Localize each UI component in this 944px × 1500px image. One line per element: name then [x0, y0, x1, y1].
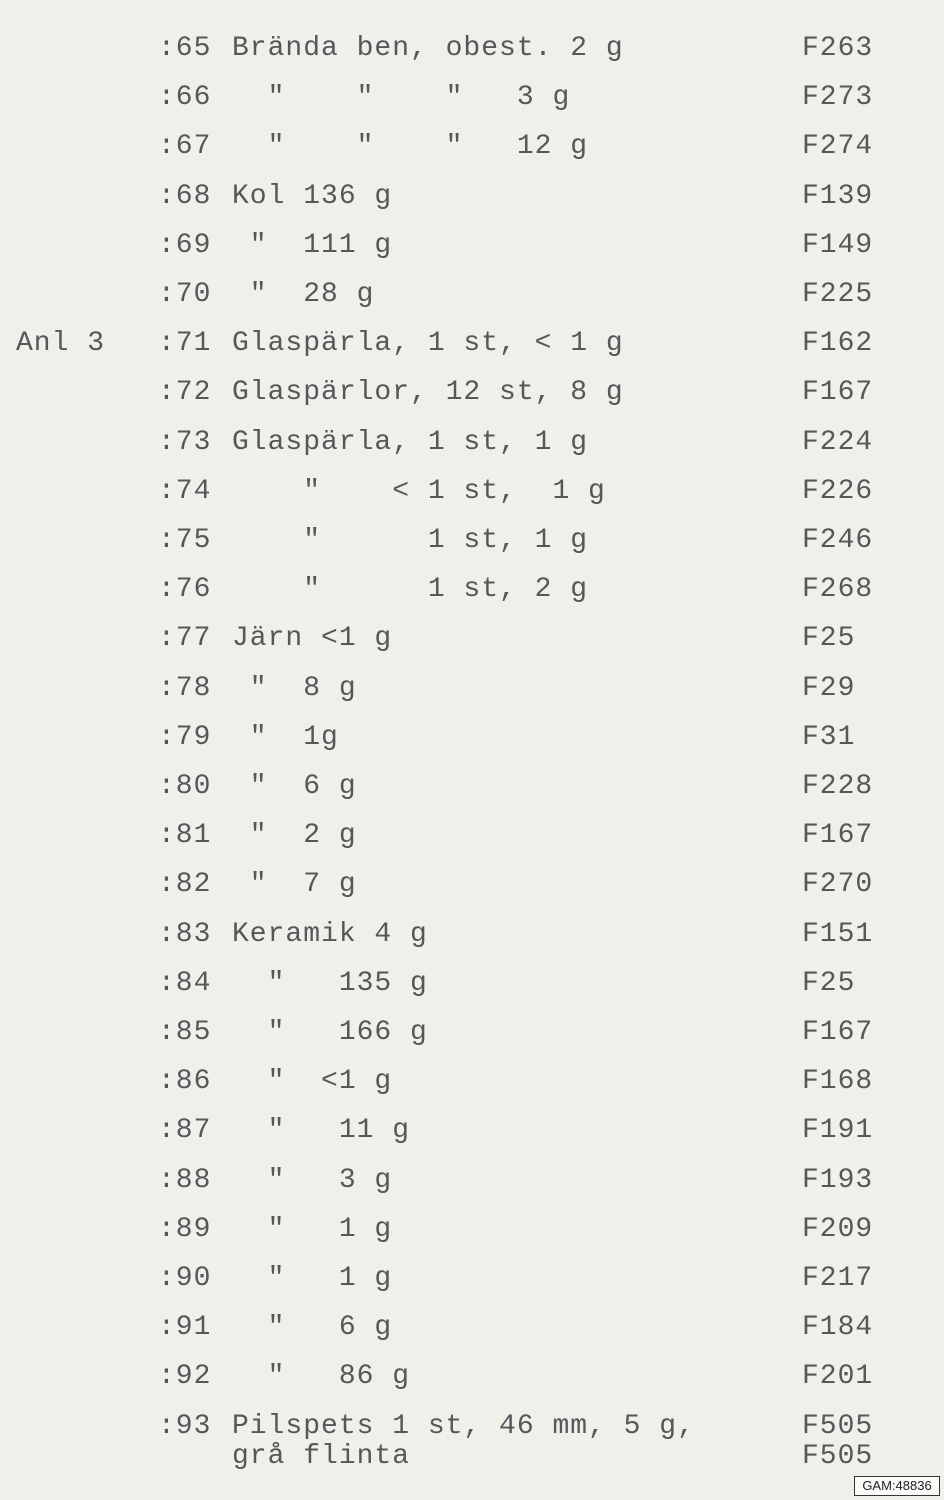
- row-desc: " 8 g: [232, 672, 357, 704]
- row-desc: Kol 136 g: [232, 180, 393, 212]
- catalog-row: [0, 426, 944, 466]
- continuation-desc: grå flinta: [232, 1440, 411, 1472]
- row-desc: " 6 g: [232, 1312, 393, 1344]
- row-desc: " 1 g: [232, 1263, 393, 1294]
- row-desc: " 135 g: [232, 967, 428, 999]
- continuation-ref: F505: [802, 1440, 874, 1472]
- row-ref: F31: [802, 721, 856, 753]
- row-num: :82: [158, 869, 212, 901]
- row-ref: F139: [802, 180, 874, 212]
- row-ref: F29: [802, 672, 856, 704]
- catalog-row: [0, 130, 944, 170]
- row-desc: " 1 g: [232, 1213, 393, 1245]
- row-ref: F224: [802, 426, 874, 458]
- row-desc: Keramik 4 g: [232, 918, 428, 950]
- row-num: :70: [158, 279, 212, 310]
- row-desc: " 3 g: [232, 1164, 393, 1196]
- catalog-row: [0, 1262, 944, 1302]
- row-num: :92: [158, 1361, 212, 1393]
- catalog-row: [0, 1114, 944, 1154]
- row-num: :74: [158, 475, 212, 507]
- catalog-row: [0, 524, 944, 564]
- row-desc: Brända ben, obest. 2 g: [232, 33, 624, 64]
- catalog-row: [0, 81, 944, 121]
- row-desc: Pilspets 1 st, 46 mm, 5 g,: [232, 1410, 695, 1442]
- row-ref: F226: [802, 475, 874, 507]
- row-annot: Anl 3: [16, 328, 106, 360]
- row-ref: F228: [802, 771, 874, 802]
- row-num: :85: [158, 1017, 212, 1048]
- catalog-row: [0, 278, 944, 318]
- row-desc: " " " 12 g: [232, 131, 589, 163]
- row-num: :91: [158, 1312, 212, 1344]
- row-ref: F274: [802, 131, 874, 163]
- row-desc: " 1g: [232, 721, 339, 753]
- row-desc: " 6 g: [232, 771, 357, 802]
- row-ref: F184: [802, 1312, 874, 1344]
- row-ref: F246: [802, 525, 874, 556]
- catalog-row: [0, 1065, 944, 1105]
- row-ref: F167: [802, 1017, 874, 1048]
- row-desc: " < 1 st, 1 g: [232, 475, 606, 507]
- row-num: :86: [158, 1066, 212, 1098]
- row-ref: F263: [802, 33, 874, 64]
- row-desc: " 111 g: [232, 229, 393, 261]
- row-desc: " 166 g: [232, 1017, 428, 1048]
- row-num: :87: [158, 1115, 212, 1147]
- catalog-row: [0, 819, 944, 859]
- row-num: :76: [158, 574, 212, 606]
- row-ref: F209: [802, 1213, 874, 1245]
- row-ref: F201: [802, 1361, 874, 1393]
- row-num: :80: [158, 771, 212, 802]
- row-desc: " 28 g: [232, 279, 375, 310]
- catalog-row: [0, 1360, 944, 1400]
- catalog-row: [0, 376, 944, 416]
- row-ref: F191: [802, 1115, 874, 1147]
- row-num: :68: [158, 180, 212, 212]
- row-desc: Glaspärla, 1 st, < 1 g: [232, 328, 624, 360]
- row-desc: " 86 g: [232, 1361, 411, 1393]
- row-num: :71: [158, 328, 212, 360]
- row-num: :73: [158, 426, 212, 458]
- catalog-row: [0, 967, 944, 1007]
- row-num: :79: [158, 721, 212, 753]
- catalog-row: [0, 573, 944, 613]
- archive-stamp: GAM:48836: [854, 1476, 940, 1496]
- catalog-row: [0, 180, 944, 220]
- catalog-row: [0, 868, 944, 908]
- catalog-row: [0, 770, 944, 810]
- row-desc: " 7 g: [232, 869, 357, 901]
- row-num: :84: [158, 967, 212, 999]
- row-num: :67: [158, 131, 212, 163]
- row-desc: " 1 st, 2 g: [232, 574, 589, 606]
- catalog-row: [0, 327, 944, 367]
- catalog-row: [0, 622, 944, 662]
- row-ref: F151: [802, 918, 874, 950]
- row-ref: F149: [802, 229, 874, 261]
- catalog-row: [0, 475, 944, 515]
- row-ref: F162: [802, 328, 874, 360]
- row-num: :83: [158, 918, 212, 950]
- row-ref: F167: [802, 820, 874, 852]
- row-ref: F505: [802, 1410, 874, 1442]
- row-desc: " 11 g: [232, 1115, 411, 1147]
- row-desc: Glaspärlor, 12 st, 8 g: [232, 377, 624, 409]
- row-ref: F167: [802, 377, 874, 409]
- catalog-row: [0, 229, 944, 269]
- row-desc: Järn <1 g: [232, 623, 393, 655]
- row-ref: F225: [802, 279, 874, 310]
- row-num: :90: [158, 1263, 212, 1294]
- catalog-row-continuation: [0, 1440, 944, 1480]
- row-num: :93: [158, 1410, 212, 1442]
- row-ref: F273: [802, 82, 874, 114]
- catalog-row: [0, 1311, 944, 1351]
- row-num: :81: [158, 820, 212, 852]
- row-desc: Glaspärla, 1 st, 1 g: [232, 426, 589, 458]
- row-num: :77: [158, 623, 212, 655]
- row-ref: F193: [802, 1164, 874, 1196]
- row-desc: " 1 st, 1 g: [232, 525, 589, 556]
- row-ref: F168: [802, 1066, 874, 1098]
- catalog-row: [0, 672, 944, 712]
- row-num: :72: [158, 377, 212, 409]
- row-desc: " <1 g: [232, 1066, 393, 1098]
- row-num: :89: [158, 1213, 212, 1245]
- row-ref: F268: [802, 574, 874, 606]
- catalog-row: [0, 32, 944, 72]
- row-desc: " 2 g: [232, 820, 357, 852]
- row-ref: F217: [802, 1263, 874, 1294]
- row-ref: F25: [802, 623, 856, 655]
- row-num: :69: [158, 229, 212, 261]
- row-num: :78: [158, 672, 212, 704]
- catalog-row: [0, 1016, 944, 1056]
- row-ref: F25: [802, 967, 856, 999]
- catalog-row: [0, 1213, 944, 1253]
- row-num: :75: [158, 525, 212, 556]
- catalog-row: [0, 721, 944, 761]
- row-num: :65: [158, 33, 212, 64]
- row-desc: " " " 3 g: [232, 82, 571, 114]
- row-num: :66: [158, 82, 212, 114]
- catalog-row: [0, 1164, 944, 1204]
- catalog-row: [0, 918, 944, 958]
- row-ref: F270: [802, 869, 874, 901]
- row-num: :88: [158, 1164, 212, 1196]
